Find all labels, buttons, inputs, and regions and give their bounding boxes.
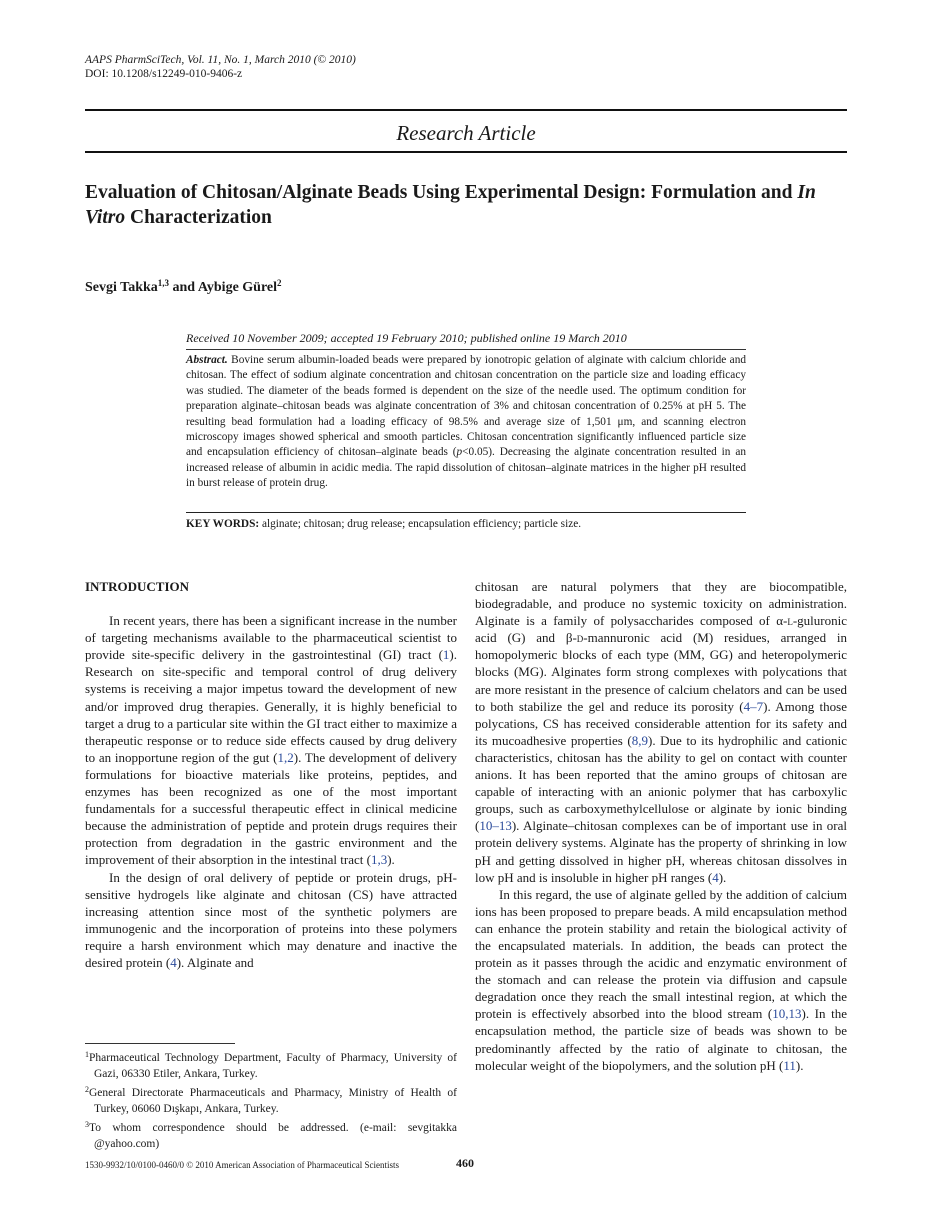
- article-type: Research Article: [396, 121, 536, 145]
- citation-link[interactable]: 1: [442, 647, 450, 663]
- left-column: [85, 578, 457, 971]
- abstract-p-value: p: [456, 446, 463, 459]
- text-run: ). Among those polycations, CS has received considerable attention for its safety and its mucoadhesive properties (: [475, 698, 848, 748]
- right-column: [475, 578, 847, 1074]
- abstract-text-1: Bovine serum albumin-loaded beads were prepared by ionotropic gelation of alginate with calcium chloride and chitosan. The effect of sodium alginate concentration and chitosan concentration on the particle size and loading efficacy was studied. The diameter of the beads formed is dependent on the size of the needle used. The optimum condition for preparation alginate–chitosan beads was alginate concentration of 3% and chitosan concentration of 0.25% at pH 5. The resulting bead formulation had a loading efficacy of 98.5% and average size of 1,501 μm, and scanning electron microscopy images showed spherical and smooth particles. Chitosan concentration significantly influenced particle size and encapsulation efficiency of chitosan–alginate beads (: [186, 354, 746, 459]
- section-heading-introduction: INTRODUCTION: [85, 579, 190, 594]
- page-number: 460: [456, 1156, 474, 1170]
- copyright-line: 1530-9932/10/0100-0460/0 © 2010 American Association of Pharmaceutical Scientists: [85, 1160, 400, 1170]
- keywords-label: KEY WORDS:: [186, 518, 260, 530]
- small-caps-text: l: [787, 613, 793, 629]
- abstract: [186, 353, 746, 492]
- citation-link[interactable]: 4–7: [743, 698, 764, 714]
- bottom-rule: [85, 151, 847, 153]
- author-and: and: [169, 280, 198, 295]
- abstract-top-rule: [186, 349, 746, 350]
- footnote-marker: 1: [85, 1050, 89, 1059]
- footnote-2: [85, 1082, 457, 1117]
- footnote-rule: [85, 1043, 235, 1044]
- footnote-marker: 2: [85, 1085, 89, 1094]
- citation-link[interactable]: 4: [170, 954, 177, 970]
- footnote-3: [85, 1117, 457, 1152]
- text-run: ). Alginate–chitosan complexes can be of important use in oral protein delivery systems. Alginate has the property of shrinking in low pH and getting dissolved in higher pH, whereas chitosan dissolves in low pH and is insoluble in higher pH ranges (: [475, 818, 847, 885]
- text-run: chitosan are natural polymers that they are biocompatible, biodegradable, and produce no systemic toxicity on administration. Alginate is a family of polysaccharides composed of α-: [475, 579, 847, 629]
- footnote-text: To whom correspondence should be addressed. (e-mail: sevgitakka @yahoo.com): [89, 1122, 457, 1150]
- keywords-text: alginate; chitosan; drug release; encapsulation efficiency; particle size.: [259, 518, 582, 530]
- received-dates: Received 10 November 2009; accepted 19 February 2010; published online 19 March 2010: [186, 331, 627, 345]
- title-italic: In Vitro: [85, 182, 816, 228]
- doi[interactable]: DOI: 10.1208/s12249-010-9406-z: [85, 68, 243, 80]
- footnote-text: General Directorate Pharmaceuticals and Pharmacy, Ministry of Health of Turkey, 06060 Dışkapı, Ankara, Turkey.: [89, 1087, 457, 1115]
- intro-paragraph-1: [85, 612, 457, 868]
- title-part1: Evaluation of Chitosan/Alginate Beads Using Experimental Design: Formulation and: [85, 182, 798, 203]
- author-2: Aybige Gürel: [197, 280, 278, 295]
- author-1-affiliation: 1,3: [157, 278, 170, 288]
- text-run: In the design of oral delivery of peptide or protein drugs, pH-sensitive hydrogels like alginate and chitosan (CS) have attracted increasing attention since most of the synthetic polymers are immunogenic and the incorporation of proteins into these polymers require a harsh environment which may denature and inactive the desired protein (: [85, 869, 457, 970]
- text-run: ). The development of delivery formulations for bioactive materials like proteins, peptides, and enzymes has been recognized as one of the most important fundamentals for a successful therapeutic effect in clinical medicine because the administration of peptide and protein drugs requires their protection from degradation in the gastric environment and the improvement of their absorption in the intestinal tract (: [85, 749, 457, 868]
- citation-link[interactable]: 10,13: [772, 1006, 802, 1022]
- citation-link[interactable]: 1,2: [277, 749, 294, 765]
- author-1: Sevgi Takka: [85, 280, 158, 295]
- citation-link[interactable]: 1,3: [370, 852, 388, 868]
- intro-paragraph-2: [85, 869, 457, 972]
- text-run: ).: [718, 869, 727, 885]
- text-run: ). Alginate and: [176, 954, 254, 970]
- text-run: ). Research on site-specific and temporal control of drug delivery systems is receiving a major impetus toward the development of new and/or improved drug therapies. Generally, it is highly beneficial to target a drug to a particular site within the GI tract either to maximize a therapeutic response or to reduce side effects caused by drug delivery to an inopportune region of the gut (: [85, 647, 457, 765]
- text-run: ). Due to its hydrophilic and cationic characteristics, chitosan has the ability to gel on contact with counter anions. It has been reported that the amino groups of chitosan are capable of interacting with an anionic polymer that has carboxylic groups, such as carboxymethylcellulose or alginate by ionic binding (: [475, 732, 847, 834]
- journal-header: [85, 53, 356, 81]
- intro-paragraph-3: [475, 886, 847, 1074]
- intro-paragraph-2-continued: [475, 578, 847, 886]
- keywords: [186, 517, 746, 532]
- citation-link[interactable]: 11: [783, 1057, 796, 1073]
- footnotes: [85, 1047, 457, 1152]
- abstract-text-2: <0.05). Decreasing the alginate concentration resulted in an increased release of albumin in acidic media. The rapid dissolution of chitosan–alginate matrices in the higher pH resulted in burst release of protein drug.: [186, 446, 746, 490]
- author-2-affiliation: 2: [277, 278, 282, 288]
- footnote-text: Pharmaceutical Technology Department, Faculty of Pharmacy, University of Gazi, 06330 Etiler, Ankara, Turkey.: [89, 1052, 457, 1080]
- small-caps-text: d: [576, 630, 584, 646]
- journal-citation: AAPS PharmSciTech, Vol. 11, No. 1, March 2010 (© 2010): [85, 54, 356, 66]
- paper-title: [85, 180, 855, 230]
- text-run: -mannuronic acid (M) residues, arranged in homopolymeric blocks of each type (MM, GG) and heteropolymeric blocks (MG). Alginates form strong complexes with polycations that are more resistant in the presence of calcium chelators and can be used to both stabilize the gel and reduce its porosity (: [475, 630, 847, 714]
- title-part2: Characterization: [125, 207, 272, 228]
- authors: [85, 274, 282, 297]
- citation-link[interactable]: 8,9: [631, 732, 648, 748]
- abstract-label: Abstract.: [186, 354, 228, 366]
- citation-link[interactable]: 10–13: [479, 818, 512, 834]
- text-run: In recent years, there has been a significant increase in the number of targeting mechanisms available to the pharmaceutical scientist to provide site-specific delivery in the gastrointestinal (GI) tract (: [85, 613, 457, 663]
- text-run: -guluronic acid (G) and β-: [475, 613, 847, 646]
- footnote-1: [85, 1047, 457, 1082]
- keywords-rule: [186, 512, 746, 513]
- text-run: ).: [795, 1057, 804, 1073]
- top-rule: [85, 109, 847, 111]
- text-run: ). In the encapsulation method, the particle size of beads was shown to be predominantly affected by the ratio of alginate to chitosan, the molecular weight of the biopolymers, and the solution pH (: [475, 1006, 847, 1073]
- citation-link[interactable]: 4: [712, 869, 719, 885]
- text-run: In this regard, the use of alginate gelled by the addition of calcium ions has been proposed to prepare beads. A mild encapsulation method can enhance the protein stability and retain the biological activity of the encapsulated materials. In addition, the beads can protect the protein as it passes through the acidic and enzymatic environment of the stomach and can release the protein via diffusion and capsule degradation once they reach the small intestinal region, at which the protein is effectively absorbed into the blood stream (: [475, 886, 847, 1022]
- footnote-marker: 3: [85, 1120, 89, 1129]
- text-run: ).: [387, 852, 395, 868]
